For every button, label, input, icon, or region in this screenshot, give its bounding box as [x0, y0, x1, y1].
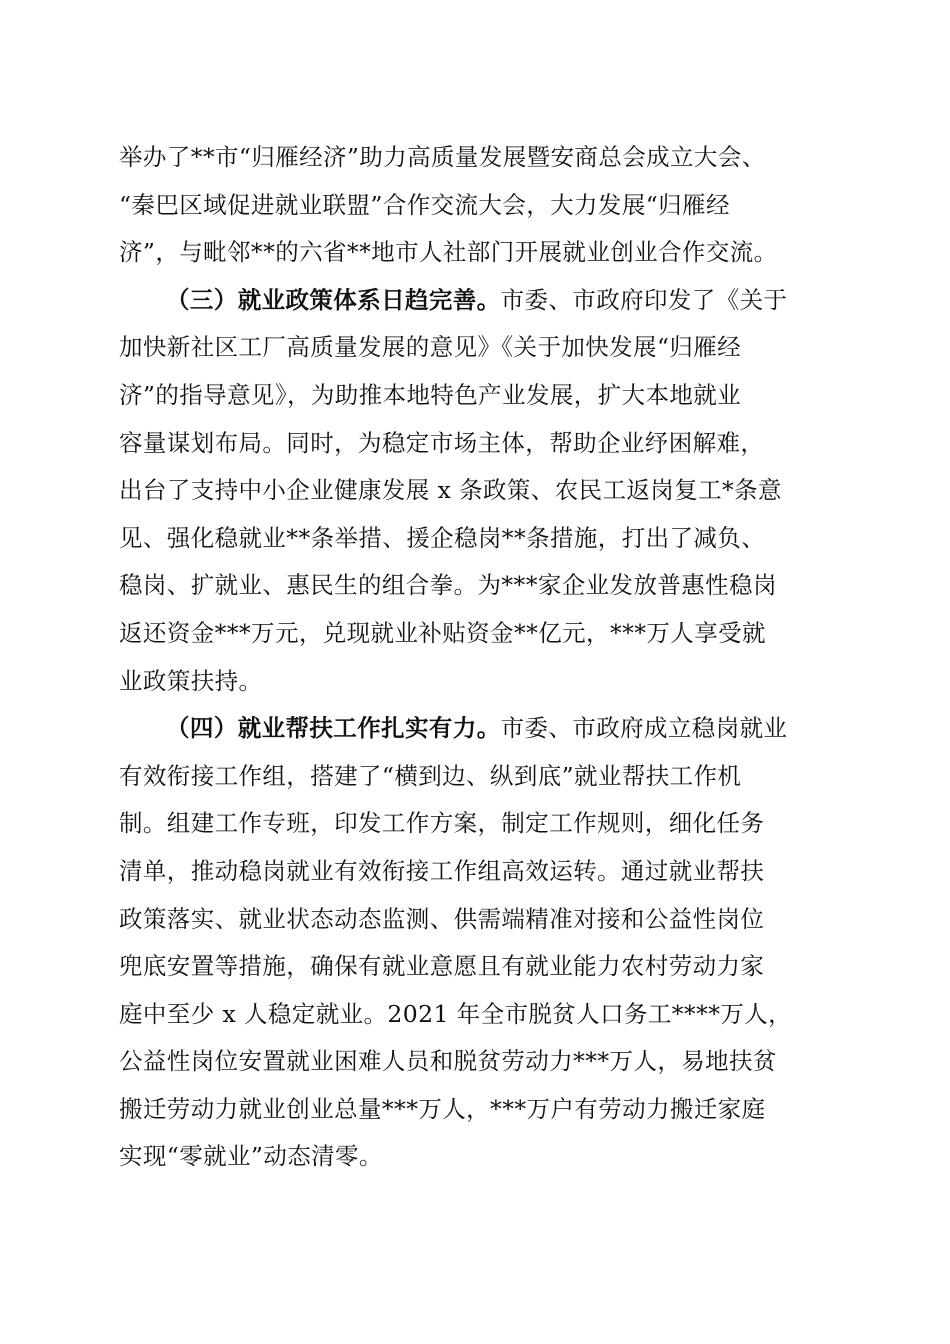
- text-line: 政策落实、就业状态动态监测、供需端精准对接和公益性岗位: [119, 904, 765, 933]
- text-line: 稳岗、扩就业、惠民生的组合拳。为***家企业发放普惠性稳岗: [119, 571, 777, 600]
- text-run: 市委、市政府成立稳岗就业: [500, 714, 788, 743]
- text-line: 制。组建工作专班，印发工作方案，制定工作规则，细化任务: [119, 809, 765, 838]
- text-line: 庭中至少 x 人稳定就业。2021 年全市脱贫人口务工****万人，: [119, 999, 793, 1028]
- document-page: [119, 134, 831, 1181]
- text-line: 济”的指导意见》，为助推本地特色产业发展，扩大本地就业: [119, 380, 742, 409]
- text-run: 市委、市政府印发了《关于: [500, 285, 788, 314]
- text-line: “秦巴区域促进就业联盟”合作交流大会，大力发展“归雁经: [119, 190, 730, 219]
- paragraph-first-line: [119, 705, 831, 753]
- text-line: 济”，与毗邻**的六省**地市人社部门开展就业创业合作交流。: [119, 238, 778, 267]
- section-heading: （四）就业帮扶工作扎实有力。: [166, 714, 501, 743]
- text-line: 业政策扶持。: [119, 666, 263, 695]
- paragraph-first-line: [119, 277, 831, 325]
- section-heading: （三）就业政策体系日趋完善。: [166, 285, 501, 314]
- paragraph-3: [119, 705, 831, 1181]
- text-line: 返还资金***万元，兑现就业补贴资金**亿元，***万人享受就: [119, 618, 766, 647]
- text-line: 出台了支持中小企业健康发展 x 条政策、农民工返岗复工*条意: [119, 476, 782, 505]
- paragraph-2: [119, 277, 831, 705]
- text-line: 清单，推动稳岗就业有效衔接工作组高效运转。通过就业帮扶: [119, 856, 765, 885]
- text-line: 举办了**市“归雁经济”助力高质量发展暨安商总会成立大会、: [119, 143, 766, 171]
- text-line: 容量谋划布局。同时，为稳定市场主体，帮助企业纾困解难，: [119, 428, 765, 457]
- paragraph-1: [119, 134, 831, 277]
- text-line: 有效衔接工作组，搭建了“横到边、纵到底”就业帮扶工作机: [119, 761, 742, 790]
- text-line: 兜底安置等措施，确保有就业意愿且有就业能力农村劳动力家: [119, 952, 765, 981]
- text-line: 公益性岗位安置就业困难人员和脱贫劳动力***万人，易地扶贫: [119, 1047, 777, 1076]
- text-line: 实现“零就业”动态清零。: [119, 1142, 383, 1171]
- text-line: 见、强化稳就业**条举措、援企稳岗**条措施，打出了减负、: [119, 523, 766, 552]
- text-line: 搬迁劳动力就业创业总量***万人，***万户有劳动力搬迁家庭: [119, 1094, 766, 1123]
- text-line: 加快新社区工厂高质量发展的意见》《关于加快发展“归雁经: [119, 333, 742, 362]
